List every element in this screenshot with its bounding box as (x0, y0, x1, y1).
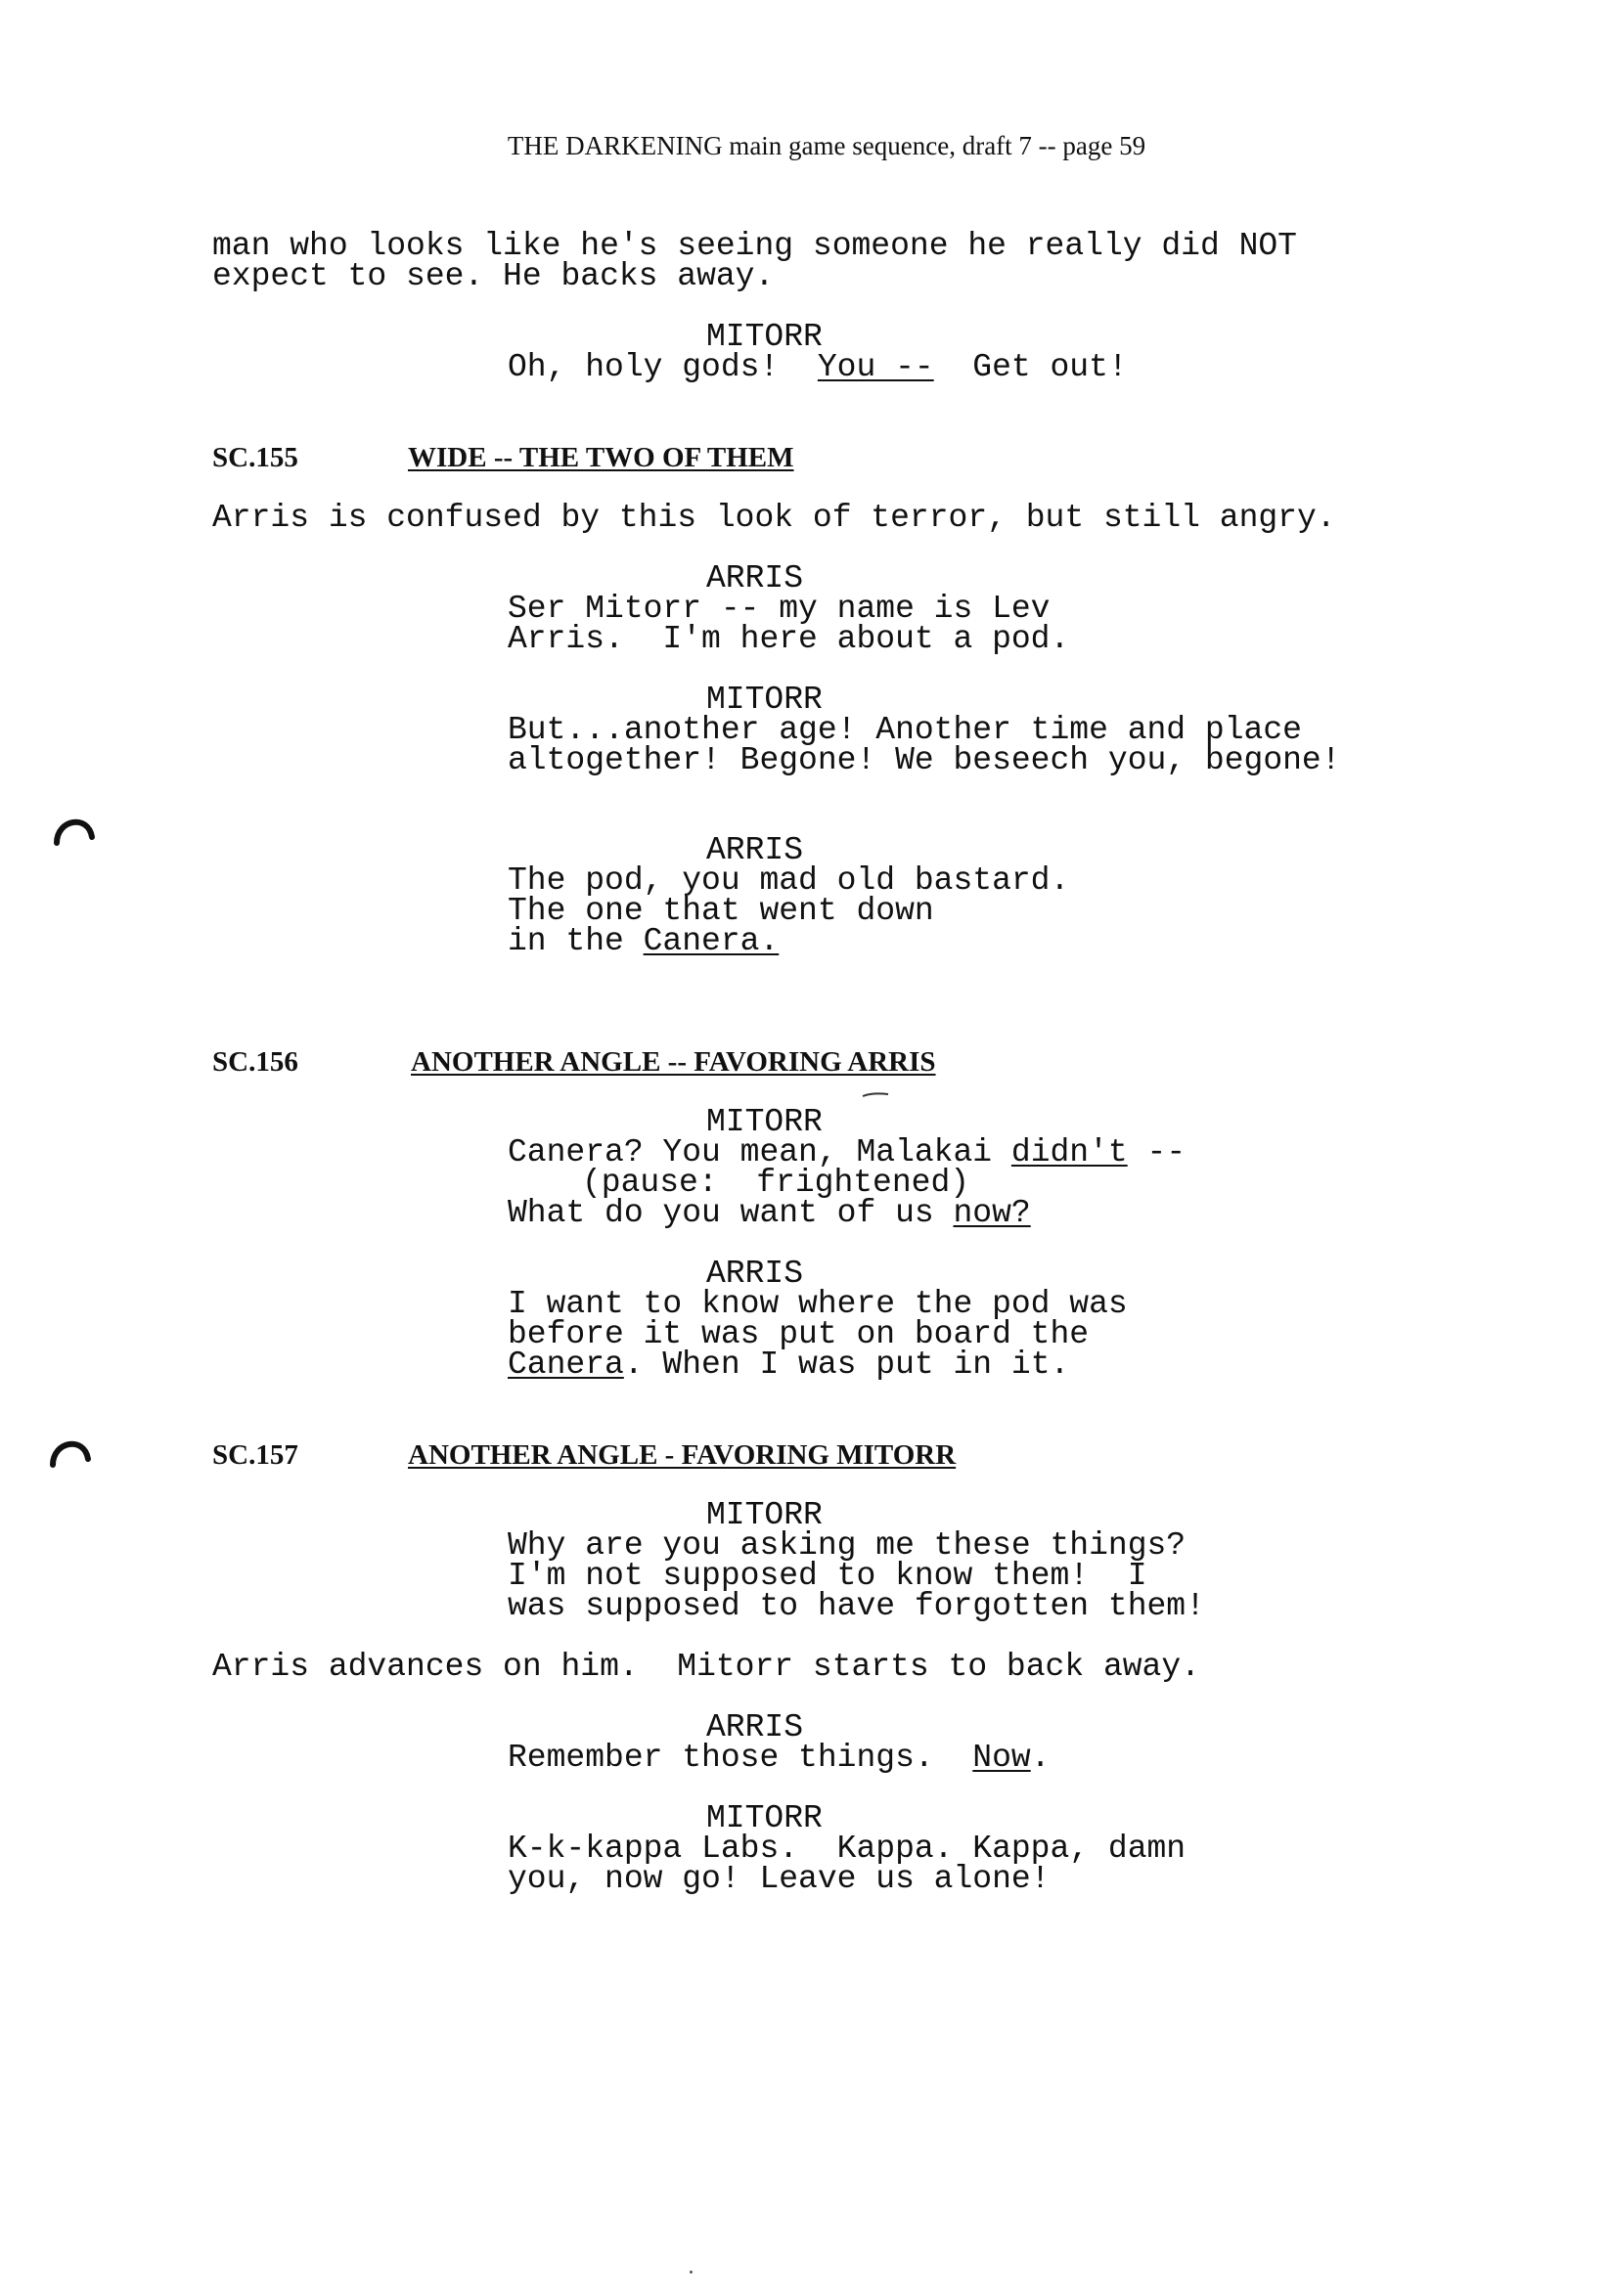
underlined-text: You -- (817, 349, 934, 385)
dialogue-line: Remember those things. Now. (508, 1740, 1051, 1776)
dialogue-line: Canera. When I was put in it. (508, 1347, 1070, 1383)
dialogue-line: altogether! Begone! We beseech you, begone! (508, 742, 1341, 778)
dialogue-line: before it was put on board the (508, 1316, 1090, 1352)
underlined-text: Canera (508, 1347, 624, 1383)
dialogue-line: Canera? You mean, Malakai didn't -- (508, 1134, 1187, 1170)
character-cue: MITORR (706, 682, 823, 718)
dialogue-line: Why are you asking me these things? (508, 1527, 1187, 1564)
dialogue-line: What do you want of us now? (508, 1195, 1031, 1231)
page-header: THE DARKENING main game sequence, draft 7 -- page 59 (507, 131, 1146, 160)
dialogue-line: K-k-kappa Labs. Kappa. Kappa, damn (508, 1831, 1187, 1867)
character-cue: ARRIS (706, 1709, 804, 1745)
underlined-text: didn't (1010, 1134, 1128, 1170)
underlined-text: now? (953, 1195, 1031, 1231)
underlined-text: Canera. (643, 923, 780, 959)
dialogue-line: The one that went down (508, 893, 934, 929)
action-line: expect to see. He backs away. (212, 258, 775, 294)
parenthetical: (pause: frightened) (582, 1165, 970, 1201)
dialogue-line: I want to know where the pod was (508, 1286, 1128, 1322)
character-cue: ARRIS (706, 560, 804, 596)
character-cue: ARRIS (706, 1256, 804, 1292)
character-cue: ARRIS (706, 832, 804, 868)
dialogue-line: But...another age! Another time and place (508, 712, 1302, 748)
character-cue: MITORR (706, 1800, 823, 1836)
dialogue-line: Oh, holy gods! You -- Get out! (508, 349, 1128, 385)
scan-speck-icon (861, 1090, 890, 1102)
underlined-text: Now (972, 1740, 1031, 1776)
scene-heading-156: SC.156 ANOTHER ANGLE -- FAVORING ARRIS (212, 1046, 936, 1078)
dialogue-line: I'm not supposed to know them! I (508, 1558, 1147, 1594)
action-line: Arris advances on him. Mitorr starts to back away. (212, 1649, 1200, 1685)
scene-heading-155: SC.155 WIDE -- THE TWO OF THEM (212, 442, 794, 473)
hole-punch-mark-icon (47, 1430, 92, 1469)
dialogue-line: Ser Mitorr -- my name is Lev (508, 591, 1051, 627)
scan-speck-icon (690, 2271, 693, 2274)
character-cue: MITORR (706, 1497, 823, 1533)
action-line: Arris is confused by this look of terror, but still angry. (212, 500, 1336, 536)
dialogue-line: you, now go! Leave us alone! (508, 1861, 1051, 1897)
dialogue-line: The pod, you mad old bastard. (508, 862, 1070, 899)
dialogue-line: was supposed to have forgotten them! (508, 1588, 1205, 1624)
scene-heading-157: SC.157 ANOTHER ANGLE - FAVORING MITORR (212, 1439, 957, 1471)
character-cue: MITORR (706, 319, 823, 355)
character-cue: MITORR (706, 1104, 823, 1140)
dialogue-line: in the Canera. (508, 923, 780, 959)
dialogue-line: Arris. I'm here about a pod. (508, 621, 1070, 657)
hole-punch-mark-icon (51, 808, 96, 847)
action-line: man who looks like he's seeing someone he really did NOT (212, 228, 1297, 264)
